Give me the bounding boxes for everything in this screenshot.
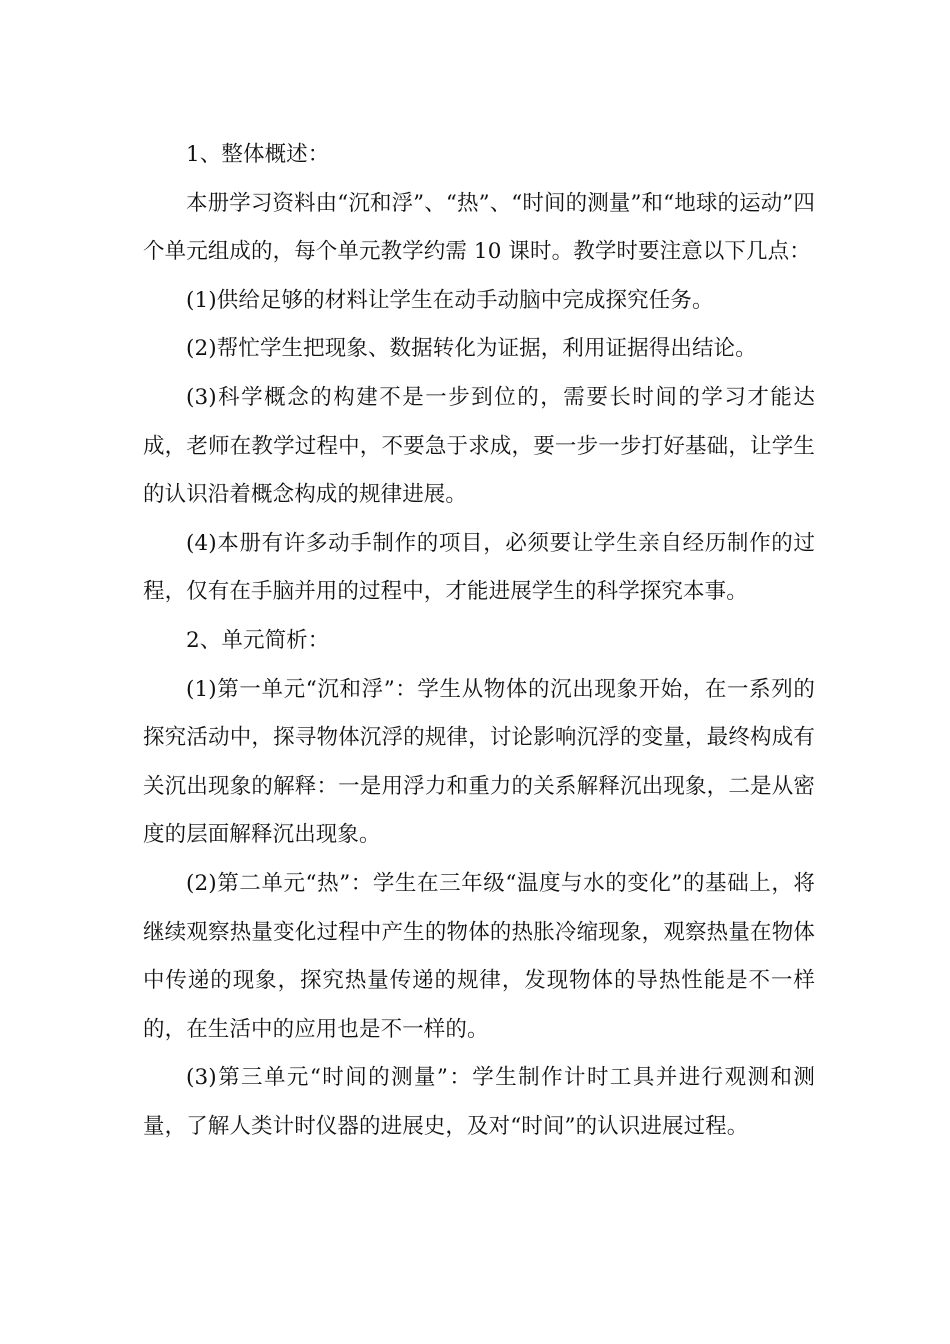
- paragraph-intro: 本册学习资料由“沉和浮”、“热”、“时间的测量”和“地球的运动”四个单元组成的，每个单元教学约需 10 课时。教学时要注意以下几点：: [143, 190, 815, 265]
- document-body: [143, 131, 815, 1151]
- paragraph-unit-2: (2)第二单元“热”：学生在三年级“温度与水的变化”的基础上，将继续观察热量变化过程中产生的物体的热胀冷缩现象，观察热量在物体中传递的现象，探究热量传递的规律，发现物体的导热性能是不一样的，在生活中的应用也是不一样的。: [143, 870, 815, 1042]
- paragraph-unit-3: (3)第三单元“时间的测量”：学生制作计时工具并进行观测和测量，了解人类计时仪器的进展史，及对“时间”的认识进展过程。: [143, 1065, 815, 1139]
- section-heading-overview: 1、整体概述：: [186, 142, 330, 167]
- paragraph-point-2: (2)帮忙学生把现象、数据转化为证据，利用证据得出结论。: [186, 336, 757, 362]
- section-heading-units: 2、单元简析：: [186, 627, 330, 653]
- paragraph-point-3: (3)科学概念的构建不是一步到位的，需要长时间的学习才能达成，老师在教学过程中，不要急于求成，要一步一步打好基础，让学生的认识沿着概念构成的规律进展。: [143, 384, 815, 508]
- paragraph-unit-1: (1)第一单元“沉和浮”：学生从物体的沉出现象开始，在一系列的探究活动中，探寻物体沉浮的规律，讨论影响沉浮的变量，最终构成有关沉出现象的解释：一是用浮力和重力的关系解释沉出现象，二是从密度的层面解释沉出现象。: [143, 676, 815, 848]
- paragraph-point-1: (1)供给足够的材料让学生在动手动脑中完成探究任务。: [186, 287, 714, 313]
- paragraph-point-4: (4)本册有许多动手制作的项目，必须要让学生亲自经历制作的过程，仅有在手脑并用的过程中，才能进展学生的科学探究本事。: [143, 530, 815, 605]
